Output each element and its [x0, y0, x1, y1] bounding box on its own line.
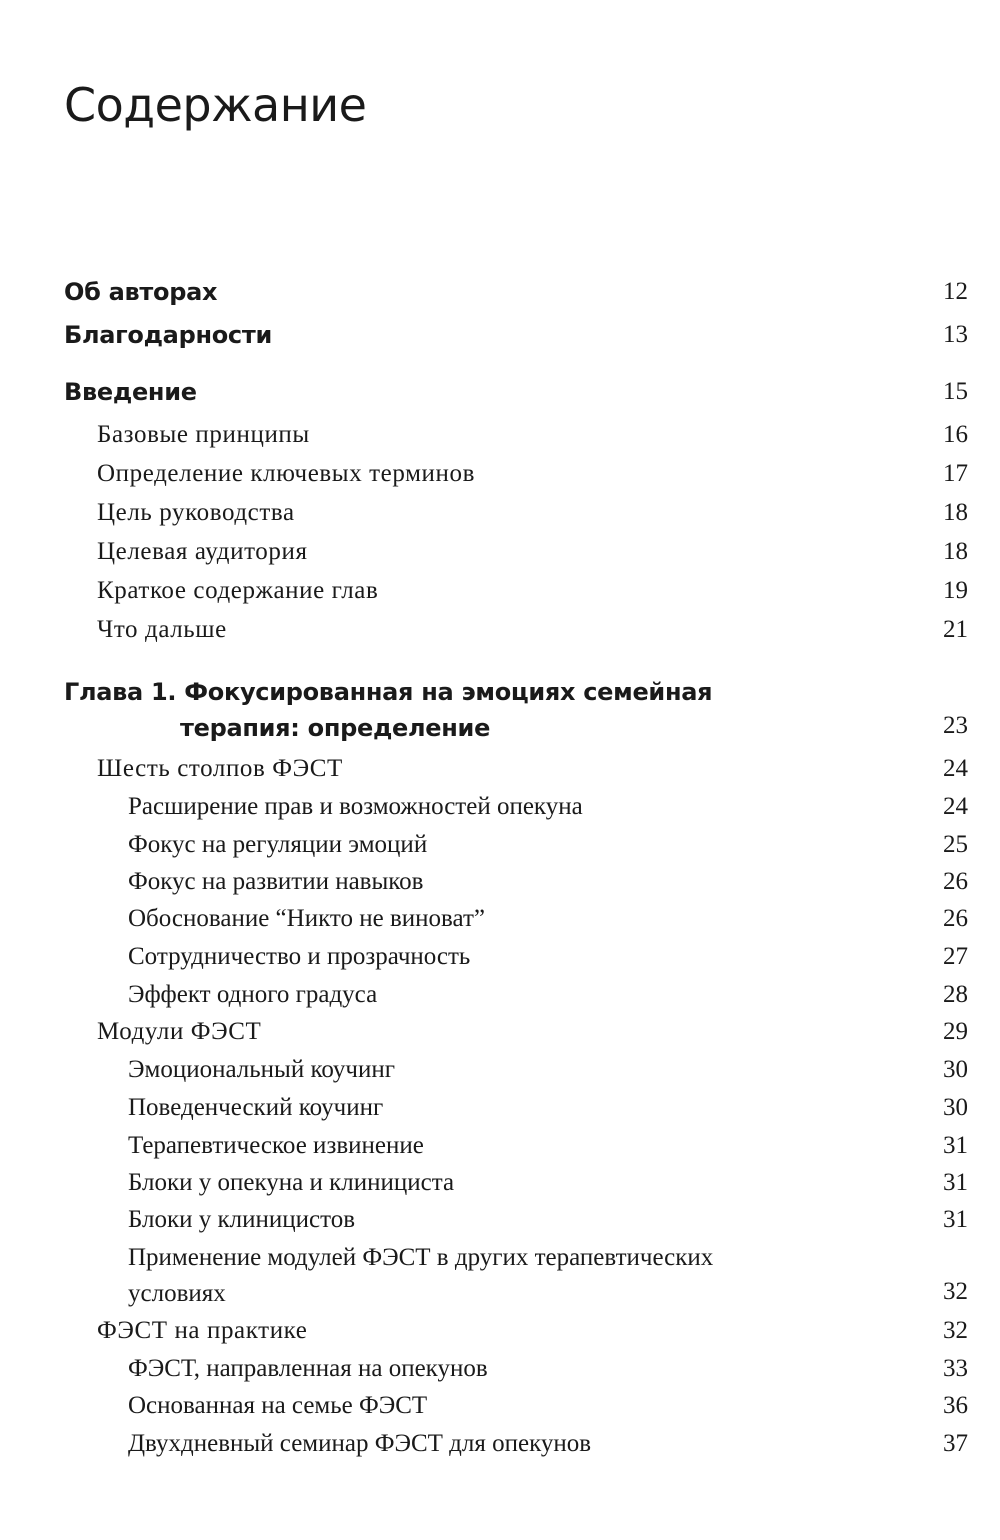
toc-entry-label: Об авторах — [64, 278, 218, 306]
toc-page-number: 17 — [943, 460, 968, 487]
toc-page-number: 18 — [943, 538, 968, 565]
toc-page-number: 31 — [943, 1169, 968, 1196]
toc-entry-label: Введение — [64, 378, 197, 406]
toc-page-number: 16 — [943, 421, 968, 448]
toc-page-number: 24 — [943, 793, 968, 820]
toc-entry-label: Модули ФЭСТ — [97, 1018, 262, 1045]
toc-page-number: 24 — [943, 755, 968, 782]
toc-entry-label: Эмоциональный коучинг — [128, 1056, 395, 1083]
toc-page-number: 27 — [943, 943, 968, 970]
toc-page-number: 18 — [943, 499, 968, 526]
toc-entry-label: Обоснование “Никто не виноват” — [128, 905, 485, 932]
toc-entry-label: Сотрудничество и прозрачность — [128, 943, 471, 970]
toc-entry-label: Эффект одного градуса — [128, 981, 378, 1008]
toc-entry-label: Двухдневный семинар ФЭСТ для опекунов — [128, 1430, 592, 1457]
toc-page-number: 25 — [943, 831, 968, 858]
toc-page-number: 26 — [943, 868, 968, 895]
toc-page-number: 37 — [943, 1430, 968, 1457]
toc-page-number: 31 — [943, 1206, 968, 1233]
toc-entry-label-line2: условиях — [128, 1280, 226, 1307]
toc-entry-label: Шесть столпов ФЭСТ — [97, 755, 343, 782]
toc-entry-label: Базовые принципы — [97, 421, 310, 448]
toc-entry-label-line2: терапия: определение — [180, 714, 491, 742]
toc-page-number: 19 — [943, 577, 968, 604]
toc-entry-label — [128, 1240, 713, 1312]
toc-entry-label: ФЭСТ на практике — [97, 1317, 308, 1344]
toc-page-number: 13 — [943, 321, 968, 348]
toc-entry-label: Целевая аудитория — [97, 538, 308, 565]
toc-entry-label: Благодарности — [64, 321, 272, 349]
toc-entry-label: Основанная на семье ФЭСТ — [128, 1392, 428, 1419]
toc-page-number: 33 — [943, 1355, 968, 1382]
toc-page-number: 29 — [943, 1018, 968, 1045]
toc-entry-label: Что дальше — [97, 616, 227, 643]
toc-page-number: 30 — [943, 1094, 968, 1121]
toc-entry-label: Блоки у клиницистов — [128, 1206, 356, 1233]
toc-entry-label: ФЭСТ, направленная на опекунов — [128, 1355, 488, 1382]
toc-entry-label: Краткое содержание глав — [97, 577, 379, 604]
toc-page-number: 21 — [943, 616, 968, 643]
toc-entry-label: Блоки у опекуна и клинициста — [128, 1169, 455, 1196]
toc-page-number: 12 — [943, 278, 968, 305]
toc-page-number: 23 — [943, 712, 968, 739]
toc-entry-label — [64, 674, 712, 746]
toc-page-number: 30 — [943, 1056, 968, 1083]
toc-entry-label-line1: Глава 1. Фокусированная на эмоциях семейная — [64, 678, 713, 706]
toc-entry-label: Фокус на регуляции эмоций — [128, 831, 428, 858]
toc-page-number: 32 — [943, 1317, 968, 1344]
toc-entry-label: Фокус на развитии навыков — [128, 868, 424, 895]
toc-page-number: 26 — [943, 905, 968, 932]
toc-entry-label: Терапевтическое извинение — [128, 1132, 424, 1159]
toc-entry-label-line1: Применение модулей ФЭСТ в других терапевтических — [128, 1244, 714, 1271]
toc-page-number: 28 — [943, 981, 968, 1008]
toc-page-number: 36 — [943, 1392, 968, 1419]
toc-entry-label: Расширение прав и возможностей опекуна — [128, 793, 583, 820]
toc-page-number: 15 — [943, 378, 968, 405]
toc-entry-label: Поведенческий коучинг — [128, 1094, 384, 1121]
toc-page-number: 32 — [943, 1278, 968, 1305]
page-title: Содержание — [64, 78, 367, 132]
toc-entry-label: Определение ключевых терминов — [97, 460, 475, 487]
toc-page-number: 31 — [943, 1132, 968, 1159]
toc-entry-label: Цель руководства — [97, 499, 295, 526]
